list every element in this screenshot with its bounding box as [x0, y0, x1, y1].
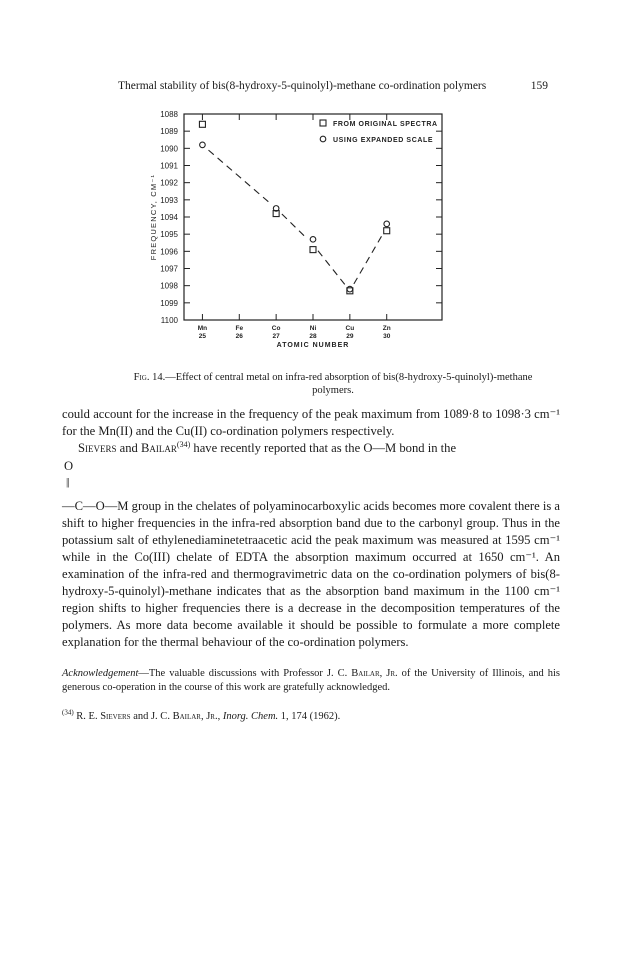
ref-marker-34: (34): [176, 439, 191, 449]
reference-34: $^{(34)}$ R. E. Sievers and J. C. Bailar, Jr., Inorg. Chem. 1, 174 (1962).: [62, 708, 341, 722]
paragraph-1: could account for the increase in the frequency of the peak maximum from 1089·8 to 1098·3 cm⁻¹ for the Mn(II) and the Cu(II) co-ordination polymers respectively.: [62, 407, 560, 438]
frequency-chart: [118, 96, 488, 364]
trend-line-segment: [208, 150, 270, 203]
paragraph-3: [62, 498, 560, 651]
ref-author-bailar: Bailar, Jr.: [172, 711, 218, 722]
x-tick-symbol: Zn: [382, 325, 391, 332]
trend-line-segment: [354, 234, 383, 284]
author-sievers: Sievers: [78, 441, 117, 455]
y-tick-label: 1095: [160, 230, 178, 240]
ref-journal: Inorg. Chem.: [222, 711, 279, 722]
running-title: Thermal stability of bis(8-hydroxy-5-quinolyl)-methane co-ordination polymers: [118, 80, 487, 92]
y-tick-label: 1092: [160, 178, 178, 188]
y-tick-label: 1090: [160, 144, 178, 154]
legend-circle-marker: [320, 136, 326, 142]
x-tick-symbol: Cu: [345, 325, 355, 332]
x-tick-symbol: Ni: [309, 325, 317, 332]
y-tick-label: 1093: [160, 195, 178, 205]
plot-frame: [184, 114, 442, 320]
ref-and: and J. C.: [133, 711, 170, 722]
chem-double-bond: ||: [66, 476, 69, 488]
y-tick-label: 1094: [160, 213, 178, 222]
x-tick-label: 27: [272, 333, 280, 340]
y-tick-label: 1100: [160, 316, 178, 325]
ack-label: Acknowledgement: [62, 668, 139, 679]
paragraph-2: [62, 440, 560, 457]
figure-14: [118, 96, 488, 364]
chem-group: —C—O—M: [62, 499, 129, 513]
figure-caption: [118, 371, 548, 397]
y-tick-label: 1098: [160, 281, 178, 291]
x-axis-label: ATOMIC NUMBER: [276, 342, 350, 349]
x-tick-label: 26: [235, 333, 243, 340]
data-point-circle: [384, 221, 390, 227]
ref-number: (34): [62, 708, 74, 717]
author-bailar: Bailar: [141, 441, 177, 455]
x-tick-symbol: Mn: [197, 325, 208, 332]
x-tick-symbol: Co: [271, 325, 281, 332]
caption-label: Fig. 14.: [133, 372, 166, 383]
data-point-circle: [310, 237, 316, 243]
y-tick-label: 1089: [160, 127, 178, 137]
data-point-circle: [347, 286, 353, 292]
trend-line-segment: [318, 251, 345, 285]
paragraph-2-rest: have recently reported that as the O—M bond in the: [193, 441, 457, 455]
ack-text-2: of the University of Illinois, and his generous co-operation in the course of this work are gratefully acknowledged.: [62, 668, 561, 693]
ref-details: 1, 174 (1962).: [280, 711, 341, 722]
body-text: [62, 406, 560, 651]
y-axis-label: FREQUENCY, CM⁻¹: [149, 173, 158, 261]
caption-text: —Effect of central metal on infra-red absorption of bis(8-hydroxy-5-quinolyl)-methane polymers.: [165, 372, 533, 396]
ref-authors-1: R. E.: [76, 711, 98, 722]
paragraph-3-text: group in the chelates of polyaminocarboxylic acids becomes more covalent there is a shift to higher frequencies in the infra-red absorption band due to the carbonyl group. Thus in the potassium salt of ethylenediaminetetraacetic acid the peak maximum was measured at 1595 cm⁻¹ while in the Co(III) chelate of EDTA the absorption maximum occurred at 1650 cm⁻¹. An examination of the infra-red and thermogravimetric data on the co-ordination polymers of bis(8-hydroxy-5-quinolyl)-methane indicates that as the absorption band maximum in the 1100 cm⁻¹ region shifts to higher frequencies there is a decrease in the decomposition temperatures of the polymers. As more data become available it should be possible to formulate a more complete explanation for the thermal behaviour of the co-ordination polymers.: [62, 499, 560, 649]
y-tick-label: 1099: [160, 298, 178, 308]
data-point-square: [199, 121, 205, 127]
acknowledgement: [62, 667, 560, 694]
page-number: 159: [530, 80, 548, 92]
chem-oxygen: O: [64, 459, 74, 473]
y-tick-label: 1096: [160, 247, 178, 257]
data-point-square: [384, 228, 390, 234]
y-tick-label: 1097: [160, 264, 178, 274]
data-point-square: [310, 247, 316, 253]
x-tick-label: 29: [346, 333, 354, 340]
legend-label: USING EXPANDED SCALE: [333, 137, 434, 144]
ack-text-1: —The valuable discussions with Professor J. C.: [138, 668, 348, 679]
ref-author-sievers: Sievers: [100, 711, 131, 722]
x-tick-label: 30: [383, 333, 391, 340]
x-tick-label: 28: [309, 333, 317, 340]
y-tick-label: 1088: [160, 110, 178, 119]
running-head: [118, 80, 548, 92]
trend-line-segment: [282, 214, 307, 239]
and-text: and: [119, 441, 138, 455]
carbonyl-structure: [62, 458, 560, 498]
y-tick-label: 1091: [160, 161, 178, 171]
legend-label: FROM ORIGINAL SPECTRA: [333, 121, 438, 128]
legend-square-marker: [320, 120, 326, 126]
x-tick-label: 25: [198, 333, 207, 340]
x-tick-symbol: Fe: [235, 325, 244, 332]
ack-name: Bailar, Jr.: [351, 668, 398, 679]
data-point-circle: [200, 142, 206, 148]
